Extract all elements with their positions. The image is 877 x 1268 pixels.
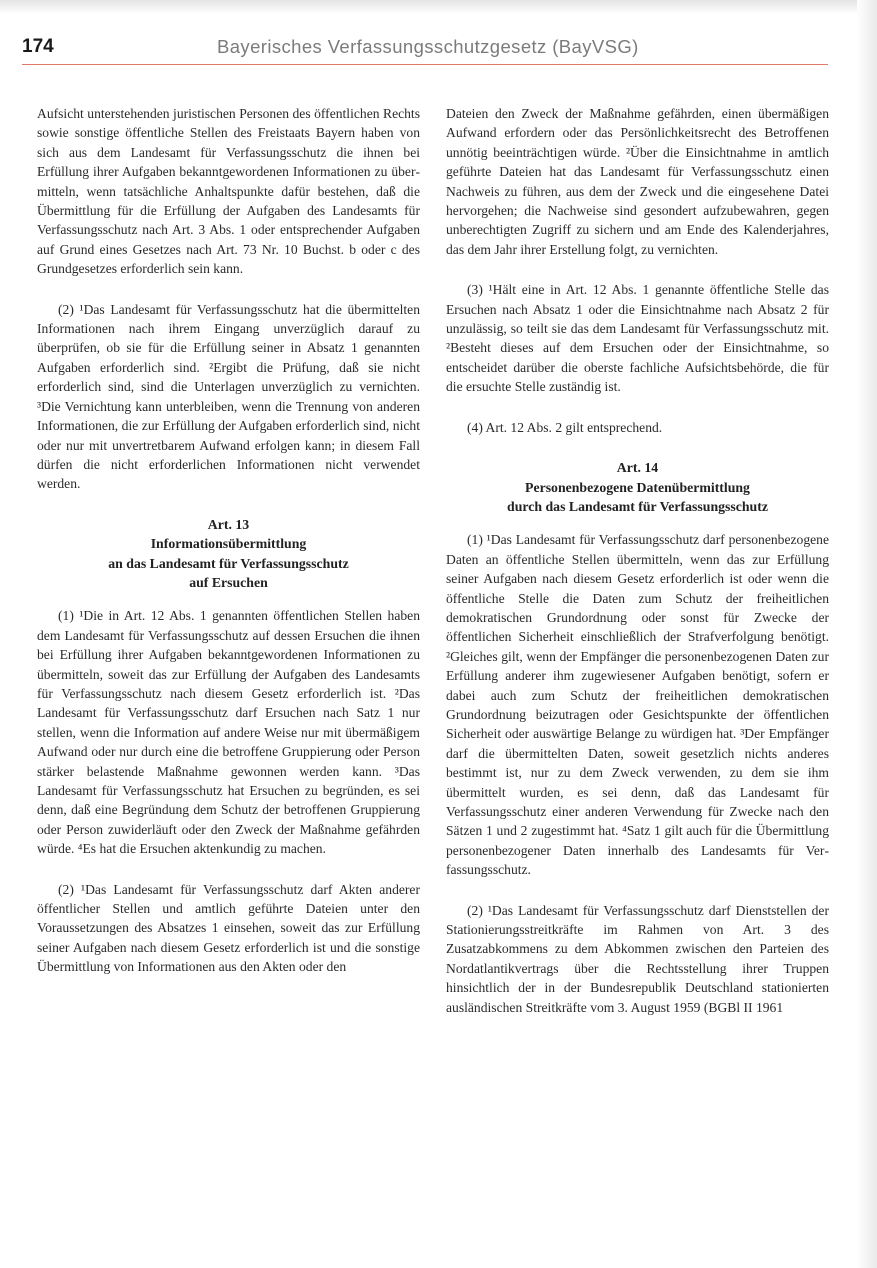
page-header [22,36,828,64]
left-column [37,104,420,998]
article-number: Art. 13 [207,516,250,532]
paragraph: (3) ¹Hält eine in Art. 12 Abs. 1 genannte öffentliche Stelle das Ersuchen nach Absatz 1 oder die Einsichtnahme nach Absatz 2 für unzulässig, so teilt sie das dem Landesamt für Verfassungsschutz mit. ²Besteht dieses auf dem Ersuchen oder der Einsichtnahme, so entscheidet darüber die oberste fachliche Aufsichtsbehörde, die für die ersuchte Stelle zuständig ist. [446,282,829,395]
paragraph: Aufsicht unterstehenden juristischen Personen des öffentlichen Rechts sowie sonstige öffentliche Stellen des Freistaats Bayern haben von sich aus dem Landesamt für Verfassungsschutz die ihnen bei Erfüllung ihrer Aufgaben bekanntgewordenen Informationen zu übermitteln, wenn tatsächliche Anhaltspunkte dafür bestehen, daß die Übermittlung für die Erfüllung der Aufgaben des Landesamts für Verfassungsschutz nach Art. 3 Abs. 1 oder entsprechender Aufgaben auf Grund eines Gesetzes nach Art. 73 Nr. 10 Buchst. b oder c des Grundgesetzes erforderlich sein kann. [37,106,420,277]
article-title-line: durch das Landesamt für Verfassungsschutz [507,498,768,514]
paragraph: (1) ¹Das Landesamt für Verfassungsschutz darf personenbezogene Daten an öffentliche Stellen übermitteln, wenn das zur Erfüllung seiner Aufgaben nach diesem Gesetz erforderlich ist oder wenn die öffentliche Stelle die Daten zum Schutz der freiheitlichen demokratischen Grundordnung oder sonst für Zwecke der öffentlichen Sicherheit einschließlich der Strafverfolgung benötigt. ²Gleiches gilt, wenn der Empfänger die personenbezogenen Daten zur Erfüllung anderer ihm zugewiesener Aufgaben benötigt, sofern er dabei auch zum Schutz der freiheitlichen demokratischen Grundordnung beizutragen oder Gesichtspunkte der öffentlichen Sicherheit oder auswärtige Belange zu würdigen hat. ³Der Empfänger darf die übermittelten Daten, soweit gesetzlich nichts anderes bestimmt ist, nur zu dem Zweck verwenden, zu dem sie ihm übermittelt wurden, es sei denn, daß das Landesamt für Verfassungsschutz einer anderen Verwendung für Zwecke nach den Sätzen 1 und 2 zugestimmt hat. ⁴Satz 1 gilt auch für die Übermittlung personenbezogener Daten innerhalb des Landesamts für Verfassungsschutz. [446,532,829,878]
paragraph: (2) ¹Das Landesamt für Verfassungsschutz hat die übermittelten Informationen nach ihrem Eingang unverzüglich darauf zu überprüfen, ob sie für die Erfüllung seiner in Absatz 1 genannten Aufgaben erforderlich sind. ²Ergibt die Prüfung, daß sie nicht erforderlich sind, sind die Unterlagen unverzüglich zu vernichten. ³Die Vernichtung kann unterbleiben, wenn die Trennung von anderen Informationen, die zur Erfüllung der Aufgaben erforderlich sind, nicht oder nur mit unvertretbarem Aufwand erfolgen kann; in diesem Fall dürfen die nicht erforderlichen Informationen nicht verwendet werden. [37,301,420,492]
article-heading-14 [446,458,829,516]
page-edge-shadow [857,0,877,1268]
article-title-line: an das Landesamt für Verfassungsschutz [108,555,349,571]
paragraph: (4) Art. 12 Abs. 2 gilt entsprechend. [467,419,663,435]
page-number: 174 [22,36,54,57]
paragraph: (2) ¹Das Landesamt für Verfassungsschutz darf Akten anderer öffentlicher Stellen und amtlich geführte Dateien unter den Voraussetzungen des Absatzes 1 einsehen, soweit das zur Erfüllung seiner Aufgaben nach diesem Gesetz erforderlich ist und die sonstige Übermittlung von Informationen aus den Akten oder den [37,881,420,975]
right-column [446,104,829,1038]
header-rule [22,64,828,65]
paragraph: (1) ¹Die in Art. 12 Abs. 1 genannten öffentlichen Stellen haben dem Landesamt für Verfassungsschutz auf dessen Ersuchen die ihnen bei Erfüllung ihrer Aufgaben bekanntgewordenen Informationen zu übermitteln, soweit das zur Erfüllung der Aufgaben des Landesamts für Verfassungsschutz nach diesem Gesetz erforderlich ist. ²Das Landesamt für Verfassungsschutz darf Ersuchen nach Satz 1 nur stellen, wenn die Information auf andere Weise nur mit übermäßigem Aufwand oder nur durch eine die betroffene Gruppierung oder Person stärker belastende Maßnahme gewonnen werden kann. ³Das Landesamt für Verfassungsschutz hat Ersuchen zu begründen, es sei denn, daß eine Begründung dem Schutz der betroffenen Gruppierung oder Person zuwiderläuft oder den Zweck der Maßnahme gefährden würde. ⁴Es hat die Ersuchen aktenkundig zu machen. [37,608,420,857]
article-title-line: Informationsübermittlung [150,536,307,552]
article-number: Art. 14 [616,460,659,476]
article-heading-13 [37,515,420,593]
article-title-line: auf Ersuchen [189,574,268,590]
paragraph: Dateien den Zweck der Maßnahme gefährden, einen übermäßigen Aufwand erfordern oder das Persönlichkeitsrecht des Betroffenen unnötig beeinträchtigen würde. ²Über die Einsichtnahme in amtlich geführte Dateien hat das Landesamt für Verfassungsschutz einen Nachweis zu führen, aus dem der Zweck und die eingesehene Datei hervorgehen; die Nachweise sind gesondert aufzubewahren, gegen unberechtigten Zugriff zu sichern und am Ende des Kalenderjahres, das dem Jahr ihrer Erstellung folgt, zu vernichten. [446,106,829,257]
running-title: Bayerisches Verfassungsschutzgesetz (BayVSG) [217,36,639,57]
page-top-shadow [0,0,877,14]
article-title-line: Personenbezogene Datenübermittlung [525,479,750,495]
paragraph: (2) ¹Das Landesamt für Verfassungsschutz darf Dienststellen der Stationierungsstreitkräfte im Rahmen von Art. 3 des Zusatzabkommens zu dem Abkommen zwischen den Parteien des Nordatlantikvertrags über die Rechtsstellung ihrer Truppen hinsichtlich der in der Bundesrepublik Deutschland stationierten ausländischen Streitkräfte vom 3. August 1959 (BGBl II 1961 [446,902,829,1015]
